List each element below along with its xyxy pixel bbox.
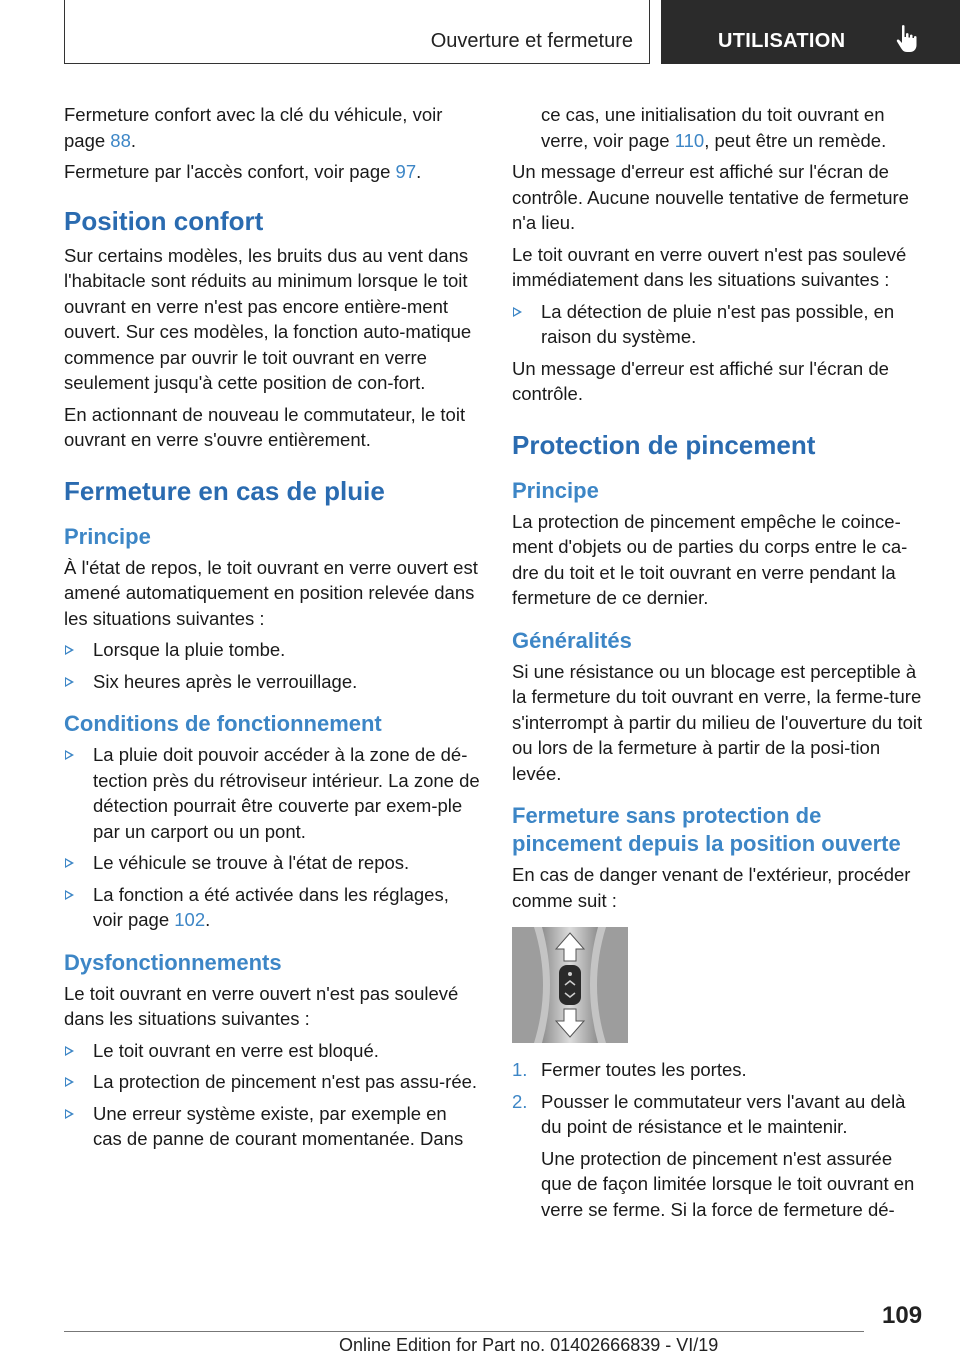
footer-divider (64, 1331, 864, 1332)
chapter-header-box (661, 0, 960, 64)
heading-rain-closing: Fermeture en cas de pluie (64, 475, 385, 506)
rain-detection-list (512, 299, 928, 350)
triangle-bullet-icon (65, 645, 74, 655)
hand-pointer-icon (893, 24, 921, 54)
edition-text: Online Edition for Part no. 01402666839 - VI/19 (339, 1335, 719, 1355)
paragraph-dysfonctionnements: Le toit ouvrant en verre ouvert n'est pas soulevé dans les situations suivantes : (64, 982, 459, 1029)
right-column (512, 102, 928, 1228)
triangle-bullet-icon (65, 890, 74, 900)
heading-conditions: Conditions de fonctionnement (64, 711, 382, 736)
roof-switch-graphic (512, 927, 628, 1043)
heading-dysfonctionnements: Dysfonctionnements (64, 949, 282, 975)
conditions-list (64, 742, 480, 933)
page-number: 109 (882, 1302, 923, 1329)
paragraph-position-confort-2: En actionnant de nouveau le commutateur, le toit ouvrant en verre s'ouvre entièrement. (64, 403, 466, 450)
paragraph-error-message-1: Un message d'erreur est affiché sur l'écran de contrôle. Aucune nouvelle tentative de fermeture n'a lieu. (512, 161, 909, 233)
list-item: Le toit ouvrant en verre est bloqué. (64, 1038, 480, 1064)
list-item: Une erreur système existe, par exemple en cas de panne de courant momentanée. Dans (64, 1101, 480, 1152)
paragraph-comfort-close-key: Fermeture confort avec la clé du véhicule, voir page 88. (64, 104, 443, 151)
page-link-110[interactable]: 110 (674, 129, 705, 151)
triangle-bullet-icon (65, 1046, 74, 1056)
triangle-bullet-icon (65, 750, 74, 760)
heading-closing-without-protection: Fermeture sans protection de pincement depuis la position ouverte (512, 803, 901, 856)
heading-position-confort: Position confort (64, 205, 264, 236)
paragraph-error-message-2: Un message d'erreur est affiché sur l'écran de contrôle. (512, 357, 889, 404)
section-header-box (64, 0, 650, 64)
list-item: Le véhicule se trouve à l'état de repos. (64, 850, 480, 876)
principe-list (64, 637, 480, 694)
page-header (0, 0, 960, 66)
section-title: Ouverture et fermeture (430, 30, 633, 52)
triangle-bullet-icon (65, 1077, 74, 1087)
list-item: Six heures après le verrouillage. (64, 669, 480, 695)
paragraph-continuation: ce cas, une initialisation du toit ouvrant en verre, voir page 110, peut être un remède. (541, 104, 887, 151)
heading-protection-pincement: Protection de pincement (512, 429, 816, 460)
chapter-title: UTILISATION (718, 30, 846, 52)
closing-steps (512, 1057, 928, 1140)
list-item: Lorsque la pluie tombe. (64, 637, 480, 663)
paragraph-principe-protection: La protection de pincement empêche le coince-ment d'objets ou de parties du corps entre le ca-dre du toit et le toit ouvrant en verre pendant la fermeture de ce dernier. (512, 510, 908, 608)
triangle-bullet-icon (65, 677, 74, 687)
triangle-bullet-icon (513, 307, 522, 317)
step-item: 2. Pousser le commutateur vers l'avant au delà du point de résistance et le maintenir. (512, 1090, 906, 1137)
paragraph-generalites: Si une résistance ou un blocage est perceptible à la fermeture du toit ouvrant en verre, la ferme-ture s'interrompt à partir du milieu de l'ouverture du toit ou lors de la fermeture à partir de la posi-tion levée. (512, 660, 923, 784)
paragraph-position-confort-1: Sur certains modèles, les bruits dus au vent dans l'habitacle sont réduits au minimum lorsque le toit ouvrant en verre n'est pas encore entière-ment ouvert. Sur ces modèles, la fonction auto-matique commence par ouvrir le toit ouvrant en verre seulement jusqu'à cette position de con-fort. (64, 244, 472, 393)
paragraph-comfort-access: Fermeture par l'accès confort, voir page 97. (64, 161, 422, 182)
heading-principe-protection: Principe (512, 477, 599, 503)
paragraph-principe: À l'état de repos, le toit ouvrant en verre ouvert est amené automatiquement en position relevée dans les situations suivantes : (64, 556, 478, 629)
paragraph-danger: En cas de danger venant de l'extérieur, procéder comme suit : (512, 864, 911, 911)
list-item: La détection de pluie n'est pas possible, en raison du système. (512, 299, 928, 350)
page-link-97[interactable]: 97 (395, 161, 417, 182)
heading-principe: Principe (64, 523, 151, 549)
paragraph-step-note: Une protection de pincement n'est assurée que de façon limitée lorsque le toit ouvrant en verre se ferme. Si la force de fermeture dé- (541, 1147, 915, 1220)
triangle-bullet-icon (65, 858, 74, 868)
list-item: La pluie doit pouvoir accéder à la zone de dé-tection près du rétroviseur intérieur. La zone de détection pourrait être couverte par exem-ple par un carport ou un pont. (64, 742, 480, 844)
heading-generalites: Généralités (512, 627, 632, 653)
list-item: La fonction a été activée dans les réglages, voir page 102. (64, 882, 480, 933)
page-link-88[interactable]: 88 (110, 129, 131, 151)
page-link-102[interactable]: 102 (174, 909, 206, 930)
dysfonction-list (64, 1038, 480, 1152)
step-item: 1. Fermer toutes les portes. (512, 1059, 747, 1080)
list-item: La protection de pincement n'est pas assu-rée. (64, 1069, 480, 1095)
triangle-bullet-icon (65, 1109, 74, 1119)
paragraph-not-raised: Le toit ouvrant en verre ouvert n'est pas soulevé immédiatement dans les situations suivantes : (512, 243, 907, 290)
roof-switch-illustration (512, 927, 628, 1043)
left-column (64, 102, 480, 1158)
